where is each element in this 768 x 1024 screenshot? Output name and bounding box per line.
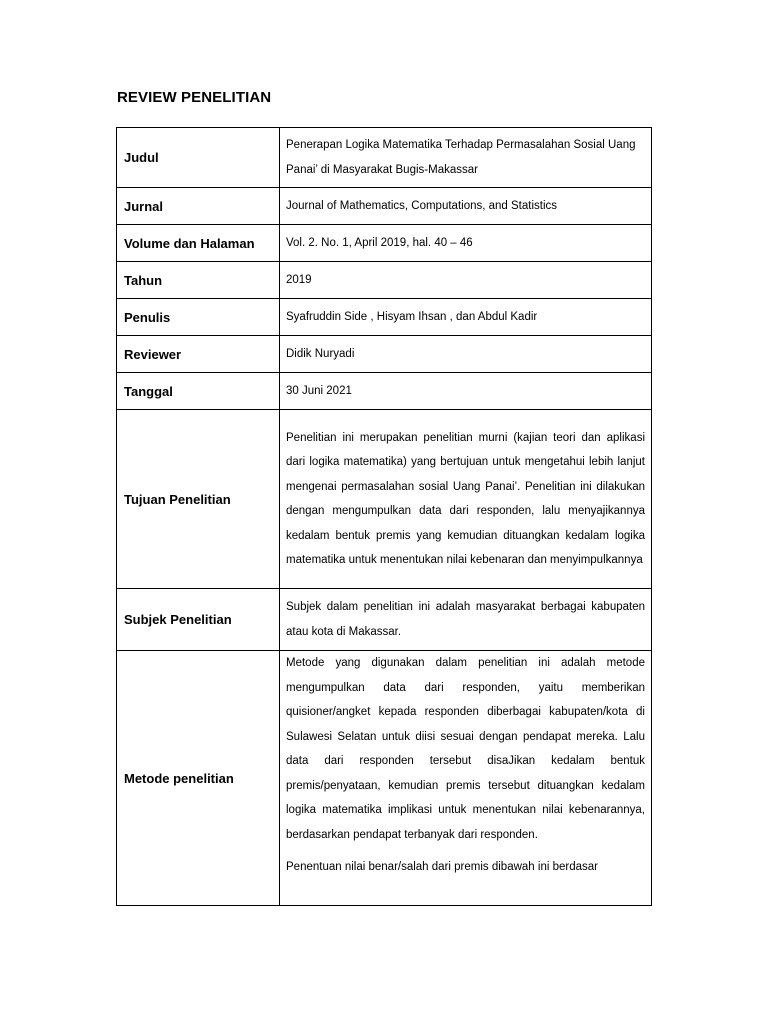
label-metode: Metode penelitian [117, 651, 280, 906]
table-row-volume [117, 225, 652, 262]
value-tahun: 2019 [280, 262, 652, 299]
table-row-tahun [117, 262, 652, 299]
table-row-judul [117, 128, 652, 188]
table-row-jurnal [117, 188, 652, 225]
label-reviewer: Reviewer [117, 336, 280, 373]
value-subjek: Subjek dalam penelitian ini adalah masyarakat berbagai kabupaten atau kota di Makassar. [280, 589, 652, 651]
value-metode-paragraph-2: Penentuan nilai benar/salah dari premis dibawah ini berdasar [286, 861, 598, 873]
table-row-tujuan [117, 410, 652, 589]
value-penulis: Syafruddin Side , Hisyam Ihsan , dan Abdul Kadir [280, 299, 652, 336]
table-row-reviewer [117, 336, 652, 373]
label-subjek: Subjek Penelitian [117, 589, 280, 651]
value-tanggal: 30 Juni 2021 [280, 373, 652, 410]
value-metode [280, 651, 652, 906]
label-tahun: Tahun [117, 262, 280, 299]
value-volume: Vol. 2. No. 1, April 2019, hal. 40 – 46 [280, 225, 652, 262]
review-table [116, 127, 652, 906]
label-penulis: Penulis [117, 299, 280, 336]
label-tanggal: Tanggal [117, 373, 280, 410]
value-jurnal: Journal of Mathematics, Computations, and Statistics [280, 188, 652, 225]
label-jurnal: Jurnal [117, 188, 280, 225]
label-judul: Judul [117, 128, 280, 188]
value-tujuan: Penelitian ini merupakan penelitian murni (kajian teori dan aplikasi dari logika matematika) yang bertujuan untuk mengetahui lebih lanjut mengenai permasalahan sosial Uang Panai’. Penelitian ini dilakukan dengan mengumpulkan data dari responden, lalu menyajikannya kedalam bentuk premis yang kemudian dituangkan kedalam logika matematika untuk menentukan nilai kebenaran dan menyimpulkannya [280, 410, 652, 589]
table-row-tanggal [117, 373, 652, 410]
document-title: REVIEW PENELITIAN [117, 89, 272, 106]
value-reviewer: Didik Nuryadi [280, 336, 652, 373]
label-tujuan: Tujuan Penelitian [117, 410, 280, 589]
table-row-metode [117, 651, 652, 906]
table-row-penulis [117, 299, 652, 336]
table-row-subjek [117, 589, 652, 651]
value-judul: Penerapan Logika Matematika Terhadap Permasalahan Sosial Uang Panai’ di Masyarakat Bugis-Makassar [280, 128, 652, 188]
label-volume: Volume dan Halaman [117, 225, 280, 262]
value-metode-paragraph-1: Metode yang digunakan dalam penelitian ini adalah metode mengumpulkan data dari responden, yaitu memberikan quisioner/angket kepada responden diberbagai kabupaten/kota di Sulawesi Selatan untuk diisi sesuai dengan pendapat mereka. Lalu data dari responden tersebut disaJikan kedalam bentuk premis/penyataan, kemudian premis tersebut dituangkan kedalam logika matematika implikasi untuk menentukan nilai kebenarannya, berdasarkan pendapat terbanyak dari responden. [286, 657, 645, 841]
